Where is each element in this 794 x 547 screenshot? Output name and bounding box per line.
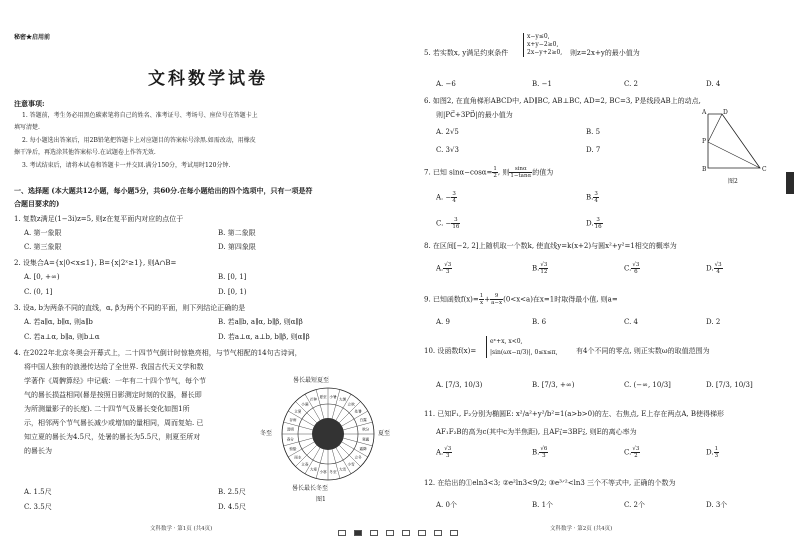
q2-option-d[interactable]: D. [0, 1) xyxy=(218,288,247,296)
q8-option-b[interactable] xyxy=(532,262,548,275)
wheel-term-label: 夏至 xyxy=(319,394,327,399)
q7-option-b[interactable] xyxy=(586,191,599,204)
numerator: √3 xyxy=(444,262,452,268)
q11-option-c[interactable] xyxy=(624,446,640,459)
option-fraction xyxy=(539,262,548,275)
q3-option-c[interactable]: C. 若a⊥α, b∥a, 则b⊥α xyxy=(24,333,100,341)
q10-case: eˣ+x, x<0, xyxy=(490,338,523,345)
numerator: 3 xyxy=(594,217,603,224)
q3-option-a[interactable]: A. 若a∥α, b∥α, 则a∥b xyxy=(24,318,93,326)
q9-stem xyxy=(424,293,618,306)
option-label: B. xyxy=(532,448,540,457)
wheel-term-label: 秋分 xyxy=(362,427,370,432)
wheel-term-label: 大雪 xyxy=(338,467,347,472)
q10-stem-pre: 10. 设函数f(x)= xyxy=(424,347,477,355)
q2-stem: 2. 设集合A={x|0<x≤1}, B={x|2ˣ≥1}, 则A∩B= xyxy=(14,259,177,267)
q9-option-a[interactable]: A. 9 xyxy=(436,318,450,326)
option-label: C. xyxy=(624,448,632,457)
edge-tab xyxy=(786,172,794,194)
q8-option-d[interactable] xyxy=(706,262,723,275)
q9-option-d[interactable]: D. 2 xyxy=(706,318,721,326)
wheel-term-label: 霜降 xyxy=(359,447,367,452)
note-line: 填写清楚. xyxy=(14,124,40,131)
numerator: √6 xyxy=(540,446,548,452)
q5-option-d[interactable]: D. 4 xyxy=(706,80,721,88)
q10-option-b[interactable]: B. [7/3, +∞) xyxy=(532,381,575,389)
denominator: 4 xyxy=(594,198,598,204)
q3-option-d[interactable]: D. 若a⊥α, a⊥b, b∥β, 则α∥β xyxy=(218,333,310,341)
option-label: C. − xyxy=(436,219,452,228)
denominator: 1−tanα xyxy=(510,173,532,179)
q4-line: 的晷长为 xyxy=(24,447,52,455)
q6-option-a[interactable]: A. 2√5 xyxy=(436,128,459,136)
q5-constraint: 2x−y+2≥0, xyxy=(527,49,563,56)
denominator: 12 xyxy=(540,269,548,275)
q5-stem-pre: 5. 若实数x, y满足约束条件 xyxy=(424,49,509,57)
q10-option-d[interactable]: D. [7/3, 10/3] xyxy=(706,381,753,389)
wheel-term-label: 小满 xyxy=(301,402,309,407)
option-fraction xyxy=(631,262,640,275)
option-label: D. xyxy=(586,219,594,228)
option-label: A. xyxy=(436,264,444,273)
q10-option-a[interactable]: A. [7/3, 10/3) xyxy=(436,381,483,389)
page-title: 文科数学试卷 xyxy=(148,69,268,89)
q4-line: 气的晷长损益相同(晷是按照日影测定时刻的仪器，晷长即 xyxy=(24,391,202,399)
denominator: 2 xyxy=(634,453,638,459)
wheel-term-label: 惊蛰 xyxy=(289,447,297,452)
q4-line: 为所测量影子的长度). 二十四节气及晷长变化如图1所 xyxy=(24,405,190,413)
q9-fraction xyxy=(490,293,503,306)
q11-option-d[interactable] xyxy=(706,446,719,459)
q5-option-c[interactable]: C. 2 xyxy=(624,80,639,88)
q5-constraints xyxy=(523,33,562,57)
section-heading: 一、选择题 (本大题共12小题，每小题5分，共60分.在每小题给出的四个选项中，只有一项是符 xyxy=(14,186,313,195)
q9-option-b[interactable]: B. 6 xyxy=(532,318,547,326)
option-fraction xyxy=(443,446,452,459)
option-label: C. xyxy=(624,264,632,273)
figure2-point-b: B xyxy=(702,166,707,173)
q9-text: (0<x<a)在x=1时取得最小值, 则a= xyxy=(503,295,618,304)
wheel-term-label: 谷雨 xyxy=(289,417,297,422)
note-line: 2. 每小题选出答案后，用2B铅笔把答题卡上对应题目的答案标号涂黑.如需改动，用橡皮 xyxy=(22,137,256,144)
q6-line2: 则|PC⃗+3PD⃗|的最小值为 xyxy=(436,111,513,119)
q8-stem: 8. 在区间[−2, 2]上随机取一个数k, 使直线y=k(x+2)与圆x²+y²=1相交的概率为 xyxy=(424,242,677,250)
q10-piecewise xyxy=(486,336,558,358)
denominator: 3 xyxy=(446,269,450,275)
q7-option-a[interactable] xyxy=(436,191,457,204)
numerator: √3 xyxy=(632,446,640,452)
q9-option-c[interactable]: C. 4 xyxy=(624,318,639,326)
q3-option-b[interactable]: B. 若a∥b, a∥α, b∥β, 则α∥β xyxy=(218,318,303,326)
q12-stem: 12. 在给出的①eln3<3; ②e²ln3<9/2; ③e³ᐟ²<ln3 三个不等式中, 正确的个数为 xyxy=(424,479,676,487)
notes-heading: 注意事项: xyxy=(14,99,45,108)
denominator: 6 xyxy=(634,269,638,275)
wheel-term-label: 立春 xyxy=(301,462,309,467)
wheel-term-label: 白露 xyxy=(359,417,367,422)
q9-text: 9. 已知函数f(x)= xyxy=(424,295,479,304)
wheel-term-label: 春分 xyxy=(286,437,294,442)
numerator: sinα xyxy=(509,166,532,173)
wheel-term-label: 雨水 xyxy=(294,455,302,460)
denominator: x xyxy=(479,300,484,306)
option-label: B. xyxy=(586,193,594,202)
q12-option-a[interactable]: A. 0个 xyxy=(436,501,457,509)
denominator: 3 xyxy=(542,453,546,459)
figure2-point-c: C xyxy=(762,166,767,173)
denominator: 2 xyxy=(493,173,497,179)
q5-constraint: x+y−2≥0, xyxy=(527,41,559,48)
numerator: √3 xyxy=(714,262,722,268)
figure2-point-a: A xyxy=(702,109,707,116)
q11-line1: 11. 已知F₁, F₂分别为椭圆E: x²/a²+y²/b²=1(a>b>0)的左、右焦点, E上存在两点A, B使得梯形 xyxy=(424,410,725,418)
q10-option-c[interactable]: C. (−∞, 10/3] xyxy=(624,381,671,389)
q7-stem xyxy=(424,166,553,179)
figure1-top-label: 晷长最短夏至 xyxy=(293,377,330,384)
denominator: 3 xyxy=(446,453,450,459)
option-fraction xyxy=(451,191,457,204)
q7-text: , 则 xyxy=(497,168,510,177)
option-fraction xyxy=(594,217,603,230)
option-label: A. − xyxy=(436,193,452,202)
page-dot xyxy=(338,530,346,536)
wheel-term-label: 清明 xyxy=(286,427,294,432)
q4-line: 学著作《周髀算经》中记载：一年有二十四个节气，每个节 xyxy=(24,377,206,385)
q5-option-b[interactable]: B. −1 xyxy=(532,80,552,88)
q8-option-c[interactable] xyxy=(624,262,640,275)
option-fraction xyxy=(714,446,720,459)
q2-option-a[interactable]: A. [0, +∞) xyxy=(24,273,60,281)
option-fraction xyxy=(631,446,640,459)
note-line: 擦干净后，再选涂其他答案标号.在试题卷上作答无效. xyxy=(14,149,156,156)
q4-line: 将中国人独有的浪漫传达给了全世界. 我国古代天文学和数 xyxy=(24,363,204,371)
numerator: 9 xyxy=(490,293,503,300)
numerator: 1 xyxy=(493,166,497,172)
q6-option-c[interactable]: C. 3√3 xyxy=(436,146,459,154)
figure2-point-d: D xyxy=(723,109,728,116)
q5-stem-post: 则z=2x+y的最小值为 xyxy=(570,49,640,57)
option-label: B. xyxy=(532,264,540,273)
numerator: 3 xyxy=(451,217,460,224)
q7-text: 的值为 xyxy=(532,168,554,177)
option-fraction xyxy=(593,191,599,204)
q11-option-a[interactable] xyxy=(436,446,452,459)
secret-label: 秘密★启用前 xyxy=(14,34,51,41)
numerator: √3 xyxy=(444,446,452,452)
q2-option-c[interactable]: C. (0, 1] xyxy=(24,288,53,296)
option-fraction xyxy=(451,217,460,230)
denominator: 4 xyxy=(452,198,456,204)
q1-stem: 1. 复数z满足(1−3i)z=5, 则z在复平面内对应的点位于 xyxy=(14,215,184,223)
q12-option-c[interactable]: C. 2个 xyxy=(624,501,646,509)
numerator: √3 xyxy=(540,262,548,268)
option-fraction xyxy=(539,446,548,459)
wheel-term-label: 立秋 xyxy=(347,402,355,407)
q12-option-b[interactable]: B. 1个 xyxy=(532,501,554,509)
denominator: a−x xyxy=(491,300,503,306)
page-dot xyxy=(386,530,394,536)
figure1-west-label: 冬至 xyxy=(260,430,273,437)
q4-option-d[interactable]: D. 4.5尺 xyxy=(218,503,246,511)
page-dot-active xyxy=(354,530,362,536)
figure2-caption: 图2 xyxy=(728,178,738,185)
q3-stem: 3. 设a, b为两条不同的直线，α, β为两个不同的平面，则下列结论正确的是 xyxy=(14,304,246,312)
denominator: 16 xyxy=(452,224,460,230)
q7-option-c[interactable] xyxy=(436,217,460,230)
q12-option-d[interactable]: D. 3个 xyxy=(706,501,728,509)
q11-line2: AF₁F₂B的高为c(其中c为半焦距), 且AF₁⃗=3BF₂⃗, 则E的离心率为 xyxy=(436,428,637,436)
q11-option-b[interactable] xyxy=(532,446,548,459)
footer-right: 文科数学 · 第2页 (共4页) xyxy=(550,526,613,532)
q9-text: + xyxy=(484,295,491,304)
q1-option-c[interactable]: C. 第三象限 xyxy=(24,243,62,251)
wheel-term-label: 寒露 xyxy=(362,437,370,442)
note-line: 3. 考试结束后，请将本试卷和答题卡一并交回.满分150分，考试用时120分钟. xyxy=(22,162,231,169)
page-dot xyxy=(370,530,378,536)
denominator: 3 xyxy=(714,453,719,459)
wheel-term-label: 大暑 xyxy=(338,397,347,402)
option-fraction xyxy=(714,262,723,275)
q4-line: 知立夏的晷长为4.5尺，处暑的晷长为5.5尺，则夏至所对 xyxy=(24,433,201,441)
wheel-term-label: 立夏 xyxy=(294,409,302,414)
q10-case: |sin(ωx−π/3)|, 0≤x≤π, xyxy=(490,349,558,356)
q1-option-a[interactable]: A. 第一象限 xyxy=(24,229,62,237)
q6-line1: 6. 如图2, 在直角梯形ABCD中, AD∥BC, AB⊥BC, AD=2, BC=3, P是线段AB上的动点, xyxy=(424,97,701,105)
wheel-term-label: 小寒 xyxy=(319,470,327,475)
q4-line: 4. 在2022年北京冬奥会开幕式上，二十四节气倒计时惊艳亮相，与节气相配的14句古诗词， xyxy=(14,349,302,357)
section-heading-cont: 合题目要求的) xyxy=(14,199,60,208)
q2-option-b[interactable]: B. [0, 1] xyxy=(218,273,247,281)
numerator: 1 xyxy=(714,446,719,452)
numerator: 3 xyxy=(594,191,598,197)
q7-option-d[interactable] xyxy=(586,217,603,230)
option-label: D. xyxy=(706,264,714,273)
q1-option-d[interactable]: D. 第四象限 xyxy=(218,243,256,251)
option-label: A. xyxy=(436,448,444,457)
figure2-trapezoid xyxy=(698,108,768,174)
wheel-term-label: 小雪 xyxy=(347,462,355,467)
option-label: D. xyxy=(706,448,714,457)
denominator: 16 xyxy=(594,224,602,230)
q5-option-a[interactable]: A. −6 xyxy=(436,80,456,88)
q8-option-a[interactable] xyxy=(436,262,452,275)
q10-stem-post: 有4个不同的零点, 则正实数ω的取值范围为 xyxy=(576,347,710,355)
figure1-east-label: 夏至 xyxy=(378,430,391,437)
numerator: √3 xyxy=(632,262,640,268)
right-page xyxy=(400,0,794,547)
figure2-point-p: P xyxy=(702,138,707,145)
q7-text: 7. 已知 sinα−cosα= xyxy=(424,168,493,177)
q4-option-c[interactable]: C. 3.5尺 xyxy=(24,503,52,511)
figure1-caption: 图1 xyxy=(316,496,326,503)
figure1-wheel xyxy=(280,386,376,482)
wheel-term-label: 立冬 xyxy=(354,455,362,460)
wheel-term-label: 大寒 xyxy=(309,467,318,472)
wheel-term-label: 小暑 xyxy=(329,394,337,399)
option-fraction xyxy=(443,262,452,275)
figure1-bottom-label: 晷长最长冬至 xyxy=(292,485,329,492)
footer-left: 文科数学 · 第1页 (共4页) xyxy=(150,526,213,532)
numerator: 3 xyxy=(452,191,456,197)
q4-option-b[interactable]: B. 2.5尺 xyxy=(218,488,246,496)
wheel-term-label: 处暑 xyxy=(354,409,362,414)
q6-option-d[interactable]: D. 7 xyxy=(586,146,601,154)
q4-line: 示，相邻两个节气晷长减少或增加的量相同，周而复始. 已 xyxy=(24,419,204,427)
q7-fraction xyxy=(509,166,532,179)
wheel-term-label: 芒种 xyxy=(309,397,318,402)
q5-constraint: x−y≤0, xyxy=(527,33,550,40)
q1-option-b[interactable]: B. 第二象限 xyxy=(218,229,256,237)
note-line: 1. 答题前，考生务必用黑色碳素笔将自己的姓名、准考证号、考场号、座位号在答题卡上 xyxy=(22,112,258,119)
numerator: 1 xyxy=(479,293,484,299)
wheel-term-label: 冬至 xyxy=(329,470,337,475)
q6-option-b[interactable]: B. 5 xyxy=(586,128,601,136)
denominator: 4 xyxy=(716,269,720,275)
q4-option-a[interactable]: A. 1.5尺 xyxy=(24,488,52,496)
